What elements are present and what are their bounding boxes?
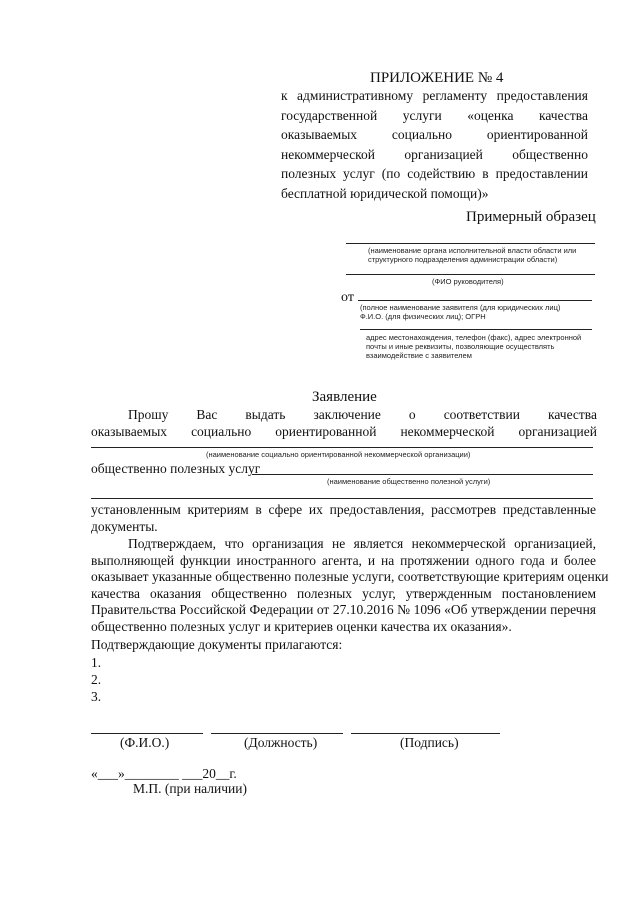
request-line-1: Прошу Вас выдать заключение о соответствии качества (128, 407, 597, 422)
list-item[interactable]: 1. (91, 655, 102, 670)
signature-caption: (Подпись) (400, 735, 459, 750)
date-field[interactable]: «___»________ ___20__г. (91, 766, 237, 781)
services-line[interactable] (252, 474, 593, 475)
appendix-line-4: некоммерческой организацией общественно (281, 146, 588, 162)
stamp-note: М.П. (при наличии) (133, 781, 247, 796)
organization-name-caption: (наименование социально ориентированной некоммерческой организации) (206, 450, 471, 459)
appendix-subtitle-block (281, 86, 588, 203)
head-name-caption: (ФИО руководителя) (432, 277, 504, 286)
fio-caption: (Ф.И.О.) (120, 735, 170, 750)
applicant-line[interactable] (358, 300, 592, 301)
address-line[interactable] (360, 329, 592, 330)
applicant-caption: (полное наименование заявителя (для юридических лиц) Ф.И.О. (для физических лиц); ОГРН (360, 303, 561, 321)
request-line-2: оказываемых социально ориентированной некоммерческой организацией (91, 424, 597, 439)
services-continuation-line[interactable] (91, 498, 593, 499)
authority-line[interactable] (346, 243, 595, 244)
from-label: от (341, 290, 354, 305)
appendix-line-2: государственной услуги «оценка качества (281, 107, 588, 123)
paragraph-confirmation: Подтверждаем, что организация не является некоммерческой организацией, выполняющей функции иностранного агента, и на протяжении одного года и более оказывает указанные общественно полезные услуги, соответствующие критериям оценки качества оказания общественно полезных услуг, утвержденным постановлением Правительства Российской Федерации от 27.10.2016 № 1096 «Об утверждении перечня общественно полезных услуг и критериев оценки качества их оказания». (91, 536, 609, 634)
list-item[interactable]: 2. (91, 672, 102, 687)
appendix-title: ПРИЛОЖЕНИЕ № 4 (370, 70, 504, 86)
head-name-line[interactable] (346, 274, 595, 275)
document-title: Заявление (312, 389, 377, 405)
position-caption: (Должность) (244, 735, 318, 750)
appendix-line-3: оказываемых социально ориентированной (281, 127, 588, 142)
appendix-line-6: бесплатной юридической помощи)» (281, 185, 489, 201)
paragraph-criteria: установленным критериям в сфере их предоставления, рассмотрев представленные документы. (91, 502, 596, 534)
services-label: общественно полезных услуг (91, 461, 261, 476)
sample-label: Примерный образец (466, 209, 596, 225)
appendix-line-1: к административному регламенту предоставления (281, 88, 588, 103)
authority-caption: (наименование органа исполнительной власти области или структурного подразделения администрации области) (368, 246, 577, 264)
position-line[interactable] (211, 733, 343, 734)
signature-line[interactable] (351, 733, 500, 734)
appendix-line-5: полезных услуг (по содействию в предоставлении (281, 166, 588, 181)
supporting-docs-label: Подтверждающие документы прилагаются: (91, 637, 343, 652)
supporting-docs-list (91, 654, 101, 705)
list-item[interactable]: 3. (91, 689, 102, 704)
fio-line[interactable] (91, 733, 203, 734)
organization-name-line[interactable] (91, 447, 593, 448)
services-caption: (наименование общественно полезной услуги) (327, 477, 491, 486)
address-caption: адрес местонахождения, телефон (факс), адрес электронной почты и иные реквизиты, позволяющие осуществлять взаимодействие с заявителем (366, 333, 582, 360)
